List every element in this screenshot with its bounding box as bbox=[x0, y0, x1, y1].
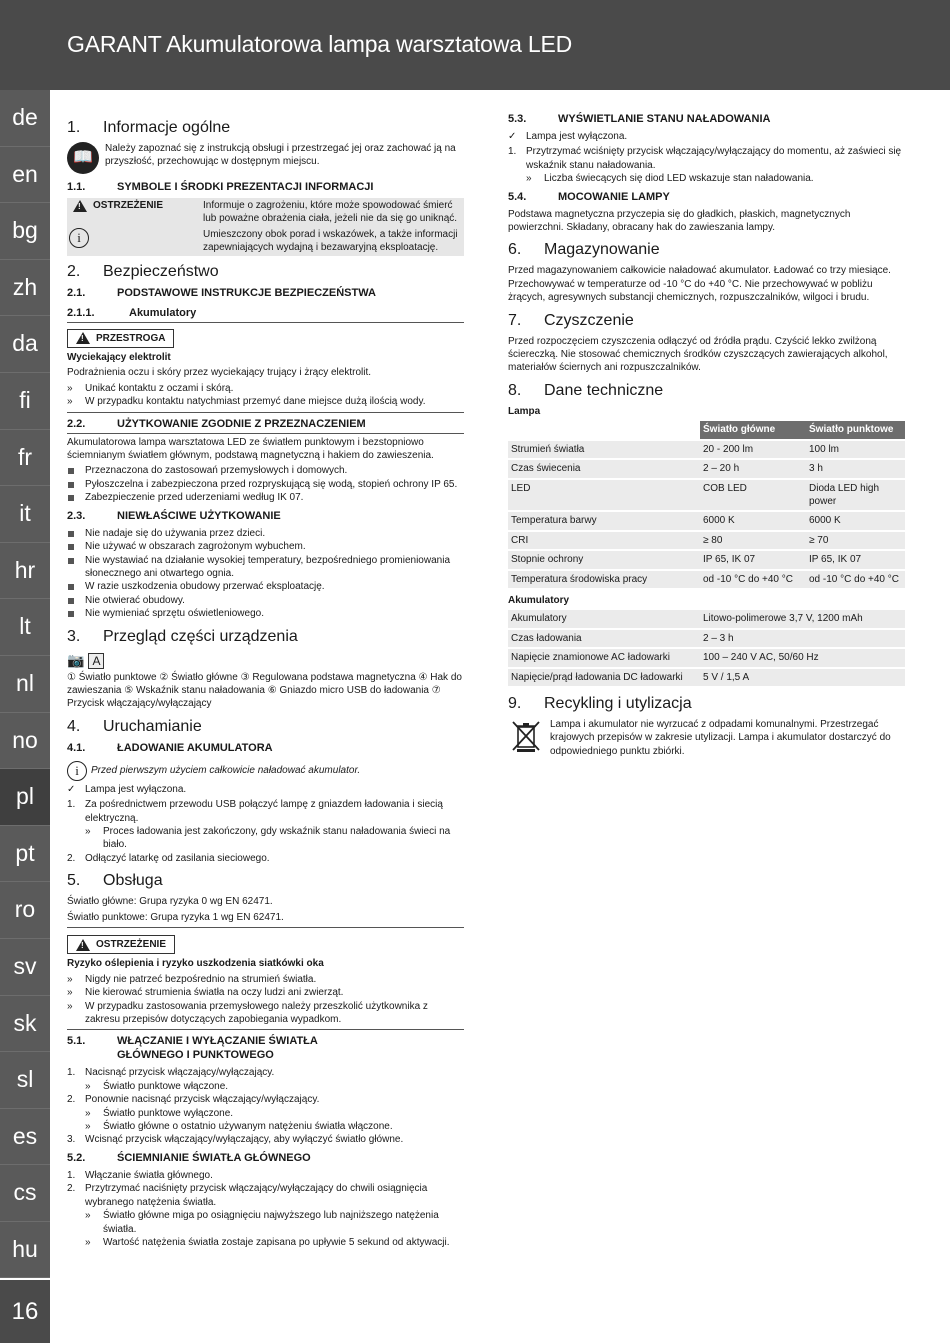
step-item: 3. Wcisnąć przycisk włączający/wyłączający, aby wyłączyć światło główne. bbox=[67, 1134, 404, 1146]
section-heading: 2. Bezpieczeństwo bbox=[67, 262, 219, 280]
step-item: » Światło główne o ostatnio używanym natężeniu światła włączone. bbox=[85, 1121, 393, 1133]
table-cell: od -10 °C do +40 °C bbox=[806, 571, 905, 588]
language-tab-de[interactable]: de bbox=[0, 90, 50, 147]
subsection-heading: 5.3. WYŚWIETLANIE STANU NAŁADOWANIA bbox=[508, 113, 771, 125]
intro-block bbox=[67, 142, 464, 174]
table-cell: 5 V / 1,5 A bbox=[700, 669, 905, 686]
table-cell: COB LED bbox=[700, 480, 806, 511]
language-tab-no[interactable]: no bbox=[0, 713, 50, 770]
step-item: » Liczba świecących się diod LED wskazuje stan naładowania. bbox=[526, 173, 814, 185]
warning-icon bbox=[76, 332, 90, 344]
subsection-heading: 2.3. NIEWŁAŚCIWE UŻYTKOWANIE bbox=[67, 509, 281, 522]
list-item: » Nigdy nie patrzeć bezpośrednio na strumień światła. bbox=[67, 973, 317, 985]
step-item: » Światło główne miga po osiągnięciu najwyższego lub najniższego natężenia światła. bbox=[85, 1210, 439, 1235]
warning-icon bbox=[76, 939, 90, 951]
warning-label: OSTRZEŻENIE bbox=[93, 200, 164, 211]
subsection-heading: 1.1. SYMBOLE I ŚRODKI PREZENTACJI INFORMACJI bbox=[67, 181, 374, 193]
recycling-text: Lampa i akumulator nie wyrzucać z odpadami komunalnymi. Przestrzegać krajowych przepisów w zakresie utylizacji. Lampa i akumulator dostarczyć do odpowiedniego punktu zbiórki. bbox=[550, 718, 891, 757]
list-item: Pyłoszczelna i zabezpieczona przed rozpryskującą się wodą, stopień ochrony IP 65. bbox=[67, 478, 464, 491]
language-tab-sk[interactable]: sk bbox=[0, 996, 50, 1053]
column-header: Światło główne bbox=[700, 421, 806, 438]
language-tab-hu[interactable]: hu bbox=[0, 1222, 50, 1279]
table-row bbox=[508, 669, 905, 686]
list-item: Przeznaczona do zastosowań przemysłowych i domowych. bbox=[67, 464, 464, 477]
language-tab-bg[interactable]: bg bbox=[0, 203, 50, 260]
table-row bbox=[508, 610, 905, 627]
step-item: » Światło punktowe włączone. bbox=[85, 1080, 229, 1092]
table-cell: Czas świecenia bbox=[508, 460, 700, 477]
language-tab-nl[interactable]: nl bbox=[0, 656, 50, 713]
left-column bbox=[67, 112, 464, 1249]
language-tab-zh[interactable]: zh bbox=[0, 260, 50, 317]
caution-heading: Wyciekający elektrolit bbox=[67, 352, 171, 364]
language-tab-en[interactable]: en bbox=[0, 147, 50, 204]
table-row bbox=[508, 480, 905, 511]
language-sidebar bbox=[0, 90, 50, 1278]
table-cell: Czas ładowania bbox=[508, 630, 700, 647]
language-tab-pt[interactable]: pt bbox=[0, 826, 50, 883]
table-cell: Napięcie/prąd ładowania DC ładowarki bbox=[508, 669, 700, 686]
subsection-heading: 5.2. ŚCIEMNIANIE ŚWIATŁA GŁÓWNEGO bbox=[67, 1151, 311, 1164]
language-tab-sv[interactable]: sv bbox=[0, 939, 50, 996]
table-cell: Strumień światła bbox=[508, 441, 700, 458]
step-item: 1. Nacisnąć przycisk włączający/wyłączający. bbox=[67, 1067, 275, 1079]
subsection-heading: 5.1. WŁĄCZANIE I WYŁĄCZANIE ŚWIATŁA GŁÓWNEGO I PUNKTOWEGO bbox=[67, 1035, 318, 1062]
section-heading: 1. Informacje ogólne bbox=[67, 119, 231, 136]
language-tab-sl[interactable]: sl bbox=[0, 1052, 50, 1109]
step-item: 1. Za pośrednictwem przewodu USB połączyć lampę z gniazdem ładowania i siecią elektryczną. bbox=[67, 799, 443, 824]
table-cell: od -10 °C do +40 °C bbox=[700, 571, 806, 588]
storage-text: Przed magazynowaniem całkowicie naładować akumulator. Ładować co trzy miesiące. Przechowywać w temperaturze od -10 °C do +40 °C. Nie przechowywać w pobliżu żrących, agresywnych substancji chemicznych, rozpuszczalników, wilgoci i brudu. bbox=[508, 265, 891, 304]
battery-label: Akumulatory bbox=[508, 594, 570, 606]
recycling-block bbox=[508, 718, 905, 760]
misuse-list bbox=[67, 527, 464, 621]
intro-text: Należy zapoznać się z instrukcją obsługi i przestrzegać jej oraz zachować ją na przyszłość, przechowując w dostępnym miejscu. bbox=[105, 143, 456, 168]
section-heading: 8. Dane techniczne bbox=[508, 381, 664, 399]
language-tab-fr[interactable]: fr bbox=[0, 430, 50, 487]
table-row bbox=[508, 532, 905, 549]
table-cell: 100 – 240 V AC, 50/60 Hz bbox=[700, 649, 905, 666]
step-item: » Proces ładowania jest zakończony, gdy wskaźnik stanu naładowania świeci na biało. bbox=[85, 825, 451, 851]
subsection-heading: 2.2. UŻYTKOWANIE ZGODNIE Z PRZEZNACZENIEM bbox=[67, 417, 464, 434]
battery-specs-table bbox=[508, 608, 905, 688]
table-cell: CRI bbox=[508, 532, 700, 549]
table-cell: 6000 K bbox=[700, 512, 806, 529]
table-cell: ≥ 70 bbox=[806, 532, 905, 549]
section-heading: 4. Uruchamianie bbox=[67, 717, 202, 735]
list-item: Nie używać w obszarach zagrożonym wybuchem. bbox=[67, 540, 464, 553]
subsubsection-heading: 2.1.1. Akumulatory bbox=[67, 306, 464, 323]
section-heading: 5. Obsługa bbox=[67, 872, 163, 890]
caution-list bbox=[67, 382, 464, 409]
warning-description: Informuje o zagrożeniu, które może spowodować śmierć lub poważne obrażenia ciała, jeżeli nie da się go uniknąć. bbox=[201, 198, 464, 227]
info-icon: i bbox=[69, 228, 89, 248]
table-cell: Litowo-polimerowe 3,7 V, 1200 mAh bbox=[700, 610, 905, 627]
section-heading: 9. Recykling i utylizacja bbox=[508, 694, 692, 712]
language-tab-lt[interactable]: lt bbox=[0, 599, 50, 656]
step-item: 2. Odłączyć latarkę od zasilania sieciowego. bbox=[67, 852, 270, 864]
precondition: ✓ Lampa jest wyłączona. bbox=[508, 130, 905, 143]
lamp-specs-table bbox=[508, 419, 905, 590]
table-row bbox=[508, 441, 905, 458]
warning-list bbox=[67, 973, 464, 1027]
table-cell: IP 65, IK 07 bbox=[700, 551, 806, 568]
step-item: 1. Przytrzymać wciśnięty przycisk włączający/wyłączający do momentu, aż zaświeci się wskaźnik stanu naładowania. bbox=[508, 146, 902, 171]
list-item: Nie wymieniać sprzętu oświetleniowego. bbox=[67, 607, 464, 620]
language-tab-cs[interactable]: cs bbox=[0, 1165, 50, 1222]
info-description: Umieszczony obok porad i wskazówek, a także informacji zapewniających wydajną i bezawaryjną eksploatację. bbox=[201, 227, 464, 256]
table-cell: IP 65, IK 07 bbox=[806, 551, 905, 568]
table-cell: 2 – 20 h bbox=[700, 460, 806, 477]
language-tab-fi[interactable]: fi bbox=[0, 373, 50, 430]
intended-use-text: Akumulatorowa lampa warsztatowa LED ze światłem punktowym i bezstopniowo ściemnianym światłem głównym, podstawą magnetyczną i hakiem do zawieszenia. bbox=[67, 436, 434, 462]
lamp-label: Lampa bbox=[508, 405, 541, 417]
step-item: » Światło punktowe wyłączone. bbox=[85, 1107, 234, 1119]
table-cell: Dioda LED high power bbox=[806, 480, 905, 511]
list-item: » Unikać kontaktu z oczami i skórą. bbox=[67, 382, 234, 394]
page-header bbox=[0, 0, 950, 90]
table-row bbox=[508, 630, 905, 647]
caution-text: Podrażnienia oczu i skóry przez wyciekający trujący i żrący elektrolit. bbox=[67, 367, 371, 379]
table-cell: 3 h bbox=[806, 460, 905, 477]
table-cell: LED bbox=[508, 480, 700, 511]
step-item: 2. Przytrzymać naciśnięty przycisk włączający/wyłączający do chwili osiągnięcia wybranego natężenia światła. bbox=[67, 1183, 428, 1208]
document-title: GARANT Akumulatorowa lampa warsztatowa LED bbox=[67, 31, 573, 57]
table-row bbox=[508, 551, 905, 568]
charge-state-steps bbox=[508, 145, 905, 185]
subsection-heading: 2.1. PODSTAWOWE INSTRUKCJE BEZPIECZEŃSTWA bbox=[67, 286, 376, 299]
table-row bbox=[508, 649, 905, 666]
list-item: Zabezpieczenie przed uderzeniami według IK 07. bbox=[67, 491, 464, 504]
language-tab-it[interactable]: it bbox=[0, 486, 50, 543]
figure-letter: A bbox=[88, 653, 104, 669]
table-cell: 100 lm bbox=[806, 441, 905, 458]
parts-list: ① Światło punktowe ② Światło główne ③ Regulowana podstawa magnetyczna ④ Hak do zawieszania ⑤ Wskaźnik stanu naładowania ⑥ Gniazdo micro USB do ładowania ⑦ Przycisk włączający/wyłączający bbox=[67, 671, 462, 710]
switching-steps bbox=[67, 1066, 464, 1146]
language-tab-es[interactable]: es bbox=[0, 1109, 50, 1166]
list-item: Nie otwierać obudowy. bbox=[67, 594, 464, 607]
subsection-heading: 5.4. MOCOWANIE LAMPY bbox=[508, 190, 670, 203]
symbols-table bbox=[67, 198, 464, 256]
charging-steps bbox=[67, 798, 464, 865]
mounting-text: Podstawa magnetyczna przyczepia się do gładkich, płaskich, magnetycznych powierzchni. Składany, obracany hak do zawieszania lampy. bbox=[508, 208, 851, 234]
table-cell: Akumulatory bbox=[508, 610, 700, 627]
caution-badge: ! PRZESTROGA bbox=[67, 329, 174, 348]
precondition: ✓ Lampa jest wyłączona. bbox=[67, 783, 464, 796]
info-icon: i bbox=[67, 761, 87, 781]
read-manual-icon: 📖 bbox=[67, 142, 99, 174]
warning-badge: ! OSTRZEŻENIE bbox=[67, 935, 175, 954]
subsection-heading: 4.1. ŁADOWANIE AKUMULATORA bbox=[67, 741, 273, 754]
table-cell: Temperatura barwy bbox=[508, 512, 700, 529]
list-item: Nie nadaje się do używania przez dzieci. bbox=[67, 527, 464, 540]
language-tab-pl[interactable]: pl bbox=[0, 769, 50, 826]
warning-icon bbox=[73, 200, 87, 212]
table-cell: Temperatura środowiska pracy bbox=[508, 571, 700, 588]
warning-heading: Ryzyko oślepienia i ryzyko uszkodzenia siatkówki oka bbox=[67, 958, 324, 970]
section-heading: 3. Przegląd części urządzenia bbox=[67, 627, 298, 645]
table-cell: Stopnie ochrony bbox=[508, 551, 700, 568]
intended-use-list bbox=[67, 464, 464, 504]
figure-reference bbox=[67, 653, 104, 669]
language-tab-da[interactable]: da bbox=[0, 316, 50, 373]
cleaning-text: Przed rozpoczęciem czyszczenia odłączyć od źródła prądu. Czyścić lekko zwilżoną ściereczką. Nie stosować chemicznych środków czyszczących zawierających alkohol, materiałów ściernych ani rozpuszczalników. bbox=[508, 335, 888, 374]
step-item: 2. Ponownie nacisnąć przycisk włączający/wyłączający. bbox=[67, 1094, 320, 1106]
column-header: Światło punktowe bbox=[806, 421, 905, 438]
crossed-bin-icon bbox=[508, 718, 544, 754]
dimming-steps bbox=[67, 1169, 464, 1249]
risk-group-main: Światło główne: Grupa ryzyka 0 wg EN 62471. bbox=[67, 896, 273, 908]
table-cell: 6000 K bbox=[806, 512, 905, 529]
language-tab-hr[interactable]: hr bbox=[0, 543, 50, 600]
section-heading: 7. Czyszczenie bbox=[508, 311, 634, 329]
risk-group-spot: Światło punktowe: Grupa ryzyka 1 wg EN 62471. bbox=[67, 911, 284, 923]
page-number: 16 bbox=[0, 1280, 50, 1343]
table-cell: 20 - 200 lm bbox=[700, 441, 806, 458]
table-row bbox=[508, 512, 905, 529]
table-cell: 2 – 3 h bbox=[700, 630, 905, 647]
table-row bbox=[508, 571, 905, 588]
language-tab-ro[interactable]: ro bbox=[0, 882, 50, 939]
list-item: Nie wystawiać na działanie wysokiej temperatury, bezpośredniego promieniowania słonecznego ani otwartego ognia. bbox=[67, 554, 464, 581]
step-item: 1. Włączanie światła głównego. bbox=[67, 1169, 213, 1181]
table-cell: ≥ 80 bbox=[700, 532, 806, 549]
table-row bbox=[508, 460, 905, 477]
list-item: » Nie kierować strumienia światła na oczy ludzi ani zwierząt. bbox=[67, 987, 344, 999]
note-block bbox=[67, 761, 464, 781]
right-column bbox=[508, 112, 905, 760]
step-item: » Wartość natężenia światła zostaje zapisana po upływie 5 sekund od aktywacji. bbox=[85, 1236, 450, 1248]
note-text: Przed pierwszym użyciem całkowicie naładować akumulator. bbox=[91, 765, 361, 777]
table-cell: Napięcie znamionowe AC ładowarki bbox=[508, 649, 700, 666]
section-heading: 6. Magazynowanie bbox=[508, 241, 660, 259]
list-item: W razie uszkodzenia obudowy przerwać eksploatację. bbox=[67, 580, 464, 593]
camera-icon: 📷 bbox=[67, 651, 85, 668]
list-item: » W przypadku zastosowania przemysłowego należy przeszkolić użytkownika z zakresu przepisów dotyczących zapobiegania wypadkom. bbox=[67, 1000, 428, 1026]
list-item: » W przypadku kontaktu natychmiast przemyć dane miejsce dużą ilością wody. bbox=[67, 396, 426, 408]
